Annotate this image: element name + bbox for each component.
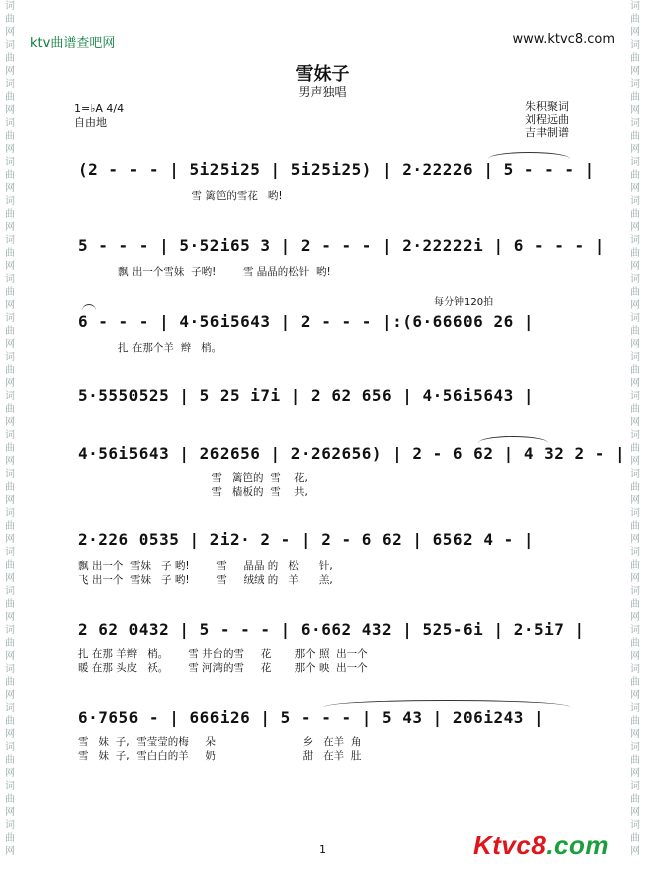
song-title: 雪妹子: [295, 64, 350, 85]
lyric-line: 飘 出一个 雪妹 子 哟! 雪 晶晶 的 松 针,: [78, 560, 333, 572]
lyric-line: 雪 妹 子, 雪莹莹的梅 朵 乡 在羊 角: [78, 736, 362, 748]
lyric-line: 雪 篱笆的 雪 花,: [78, 472, 308, 484]
slur: [478, 436, 548, 443]
site-url[interactable]: www.ktvc8.com: [512, 32, 615, 47]
notation: (2 - - - | 5i25i25 | 5i25i25) | 2·22226 | 5 - - - |: [78, 160, 595, 179]
notation: 5 - - - | 5·52i65 3 | 2 - - - | 2·22222i | 6 - - - |: [78, 236, 605, 255]
lyricist: 朱积聚词: [525, 100, 569, 113]
song-subtitle: 男声独唱: [298, 85, 347, 99]
lyric-line: 雪 樯板的 雪 共,: [78, 486, 308, 498]
notation: 2 62 0432 | 5 - - - | 6·662 432 | 525-6i | 2·5i7 |: [78, 620, 585, 639]
watermark-right: 词曲网词曲网词曲网词曲网词曲网词曲网词曲网词曲网词曲网词曲网词曲网词曲网词曲网词曲网词曲网词曲网词曲网词曲网词曲网词曲网词曲网词曲网: [630, 1, 640, 857]
logo-part-a: Ktvc8: [472, 830, 547, 860]
lyric-line: 扎 在那 羊辫 梢。 雪 井台的雪 花 那个 照 出一个: [78, 648, 368, 660]
composer: 刘程远曲: [525, 113, 569, 126]
lyric-line: 飘 出一个雪妹 子哟! 雪 晶晶的松针 哟!: [78, 266, 331, 278]
tempo-word: 自由地: [74, 116, 107, 129]
page-number: 1: [319, 843, 326, 856]
transcriber: 吉聿制谱: [525, 126, 569, 139]
key-signature-block: [74, 102, 124, 130]
slur: [488, 152, 570, 159]
notation: 2·226 0535 | 2i2· 2 - | 2 - 6 62 | 6562 4 - |: [78, 530, 534, 549]
site-name[interactable]: ktv曲谱查吧网: [30, 36, 116, 51]
slur: [324, 700, 570, 707]
tempo-mark: 每分钟120拍: [434, 297, 494, 308]
logo-part-b: .com: [546, 830, 609, 860]
lyric-line: 飞 出一个 雪妹 子 哟! 雪 绒绒 的 羊 羔,: [78, 574, 333, 586]
key-line: 1=♭A 4/4: [74, 102, 125, 115]
lyric-line: 扎 在那个羊 辫 梢。: [78, 342, 223, 354]
watermark-left: 词曲网词曲网词曲网词曲网词曲网词曲网词曲网词曲网词曲网词曲网词曲网词曲网词曲网词曲网词曲网词曲网词曲网词曲网词曲网词曲网词曲网词曲网: [5, 1, 15, 857]
site-logo[interactable]: [473, 830, 609, 861]
credits-block: [525, 100, 569, 139]
slur: [82, 304, 96, 311]
notation: 4·56i5643 | 262656 | 2·262656) | 2 - 6 62 | 4 32 2 - |: [78, 444, 626, 463]
lyric-line: 暖 在那 头皮 袄。 雪 河湾的雪 花 那个 映 出一个: [78, 662, 368, 674]
lyric-line: 雪 妹 子, 雪白白的羊 奶 甜 在羊 肚: [78, 750, 362, 762]
notation: 5·5550525 | 5 25 i7i | 2 62 656 | 4·56i5643 |: [78, 386, 534, 405]
notation: 6 - - - | 4·56i5643 | 2 - - - |:(6·66606 26 |: [78, 312, 534, 331]
notation: 6·7656 - | 666i26 | 5 - - - | 5 43 | 206i243 |: [78, 708, 545, 727]
lyric-line: 雪 篱笆的雪花 哟!: [78, 190, 283, 202]
